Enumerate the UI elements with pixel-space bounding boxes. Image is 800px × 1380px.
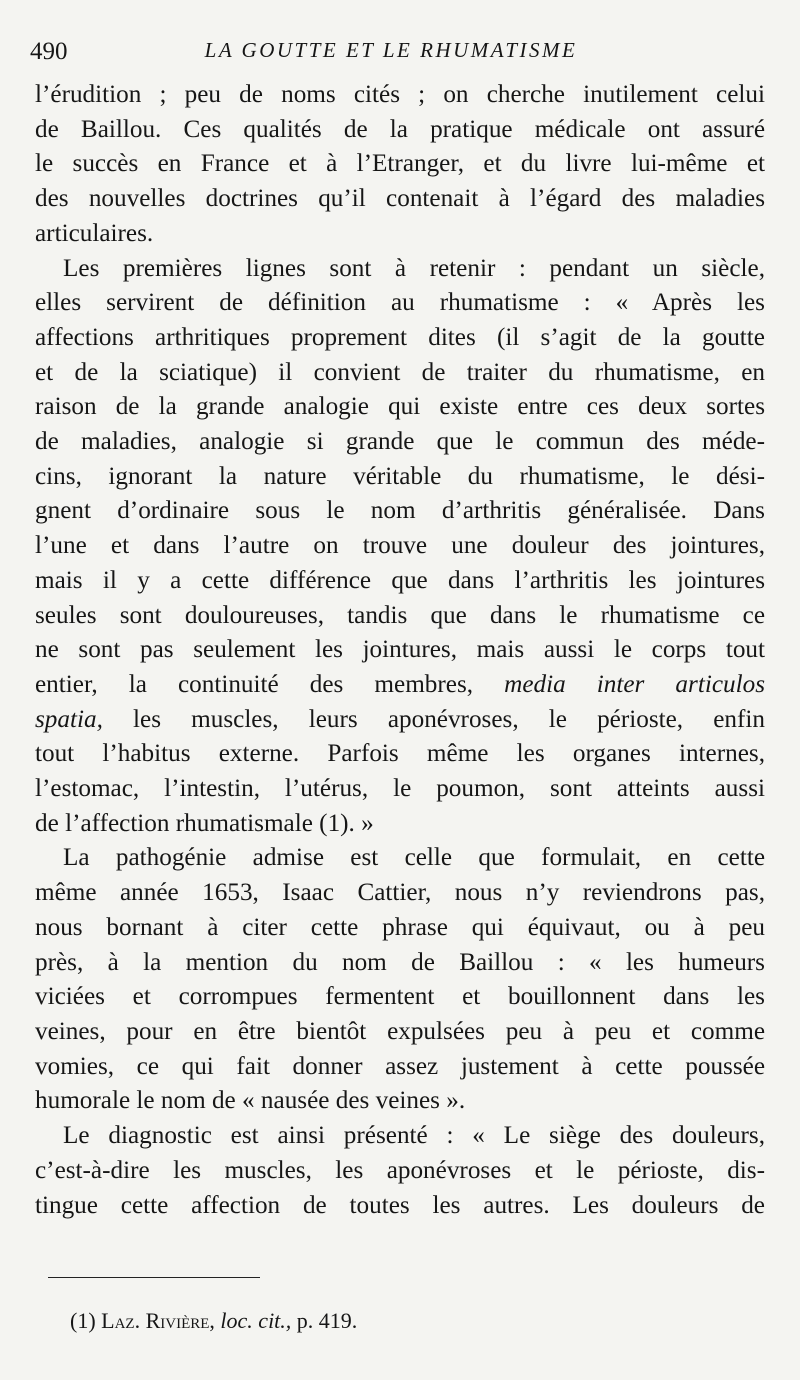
text-line: c’est-à-dire les muscles, les aponévroses et le périoste, dis- xyxy=(35,1156,765,1184)
footnote xyxy=(70,1308,357,1334)
line-text: entier, la continuité des membres, xyxy=(35,670,505,698)
latin-phrase: spatia, xyxy=(35,705,103,733)
text-line: tout l’habitus externe. Parfois même les organes internes, xyxy=(35,740,765,768)
text-line: raison de la grande analogie qui existe entre ces deux sortes xyxy=(35,393,765,421)
text-line: mais il y a cette différence que dans l’arthritis les jointures xyxy=(35,566,765,594)
footnote-marker: (1) xyxy=(70,1308,96,1333)
footnote-reference: loc. cit., xyxy=(220,1308,292,1333)
body-text xyxy=(35,78,765,1223)
text-line: articulaires. xyxy=(35,219,154,247)
text-line-with-italic xyxy=(35,703,765,738)
text-line: veines, pour en être bientôt expulsées peu à peu et comme xyxy=(35,1017,765,1045)
text-line: de Baillou. Ces qualités de la pratique médicale ont assuré xyxy=(35,115,765,143)
text-line: et de la sciatique) il convient de traiter du rhumatisme, en xyxy=(35,358,765,386)
text-line: tingue cette affection de toutes les autres. Les douleurs de xyxy=(35,1191,765,1219)
paragraph-4 xyxy=(35,1119,765,1223)
paragraph-3 xyxy=(35,841,765,1119)
text-line: seules sont douloureuses, tandis que dans le rhumatisme ce xyxy=(35,601,765,629)
page-number: 490 xyxy=(30,38,68,65)
text-line: cins, ignorant la nature véritable du rhumatisme, le dési- xyxy=(35,462,765,490)
text-line: Le diagnostic est ainsi présenté : « Le siège des douleurs, xyxy=(63,1122,765,1150)
text-line: vomies, ce qui fait donner assez justement à cette poussée xyxy=(35,1052,765,1080)
text-line: de l’affection rhumatismale (1). » xyxy=(35,809,374,837)
text-line-with-italic xyxy=(35,668,765,703)
text-line: même année 1653, Isaac Cattier, nous n’y reviendrons pas, xyxy=(35,879,765,907)
text-line: ne sont pas seulement les jointures, mais aussi le corps tout xyxy=(35,636,765,664)
text-line: des nouvelles doctrines qu’il contenait à l’égard des maladies xyxy=(35,185,765,213)
text-line: l’une et dans l’autre on trouve une douleur des jointures, xyxy=(35,532,765,560)
text-line: gnent d’ordinaire sous le nom d’arthritis généralisée. Dans xyxy=(35,497,765,525)
text-line: nous bornant à citer cette phrase qui équivaut, ou à peu xyxy=(35,913,765,941)
text-line: humorale le nom de « nausée des veines ». xyxy=(35,1087,466,1115)
footnote-page: p. 419. xyxy=(296,1308,358,1333)
text-line: de maladies, analogie si grande que le commun des méde- xyxy=(35,428,765,456)
paragraph-1 xyxy=(35,78,765,252)
line-text: les muscles, leurs aponévroses, le périoste, enfin xyxy=(102,705,765,733)
footnote-author: Laz. Rivière, xyxy=(101,1308,215,1333)
text-line: viciées et corrompues fermentent et bouillonnent dans les xyxy=(35,983,765,1011)
page-header xyxy=(22,38,760,70)
footnote-rule xyxy=(48,1277,260,1278)
latin-phrase: media inter articulos xyxy=(504,670,765,698)
text-line: La pathogénie admise est celle que formulait, en cette xyxy=(63,844,765,872)
running-title: LA GOUTTE ET LE RHUMATISME xyxy=(204,38,578,62)
text-line: Les premières lignes sont à retenir : pendant un siècle, xyxy=(63,254,765,282)
text-line: près, à la mention du nom de Baillou : « les humeurs xyxy=(35,948,765,976)
text-line: elles servirent de définition au rhumatisme : « Après les xyxy=(35,289,765,317)
text-line: le succès en France et à l’Etranger, et du livre lui-même et xyxy=(35,150,765,178)
paragraph-2 xyxy=(35,252,765,842)
text-line: affections arthritiques proprement dites (il s’agit de la goutte xyxy=(35,323,765,351)
text-line: l’érudition ; peu de noms cités ; on cherche inutilement celui xyxy=(35,81,765,108)
text-line: l’estomac, l’intestin, l’utérus, le poumon, sont atteints aussi xyxy=(35,775,765,803)
